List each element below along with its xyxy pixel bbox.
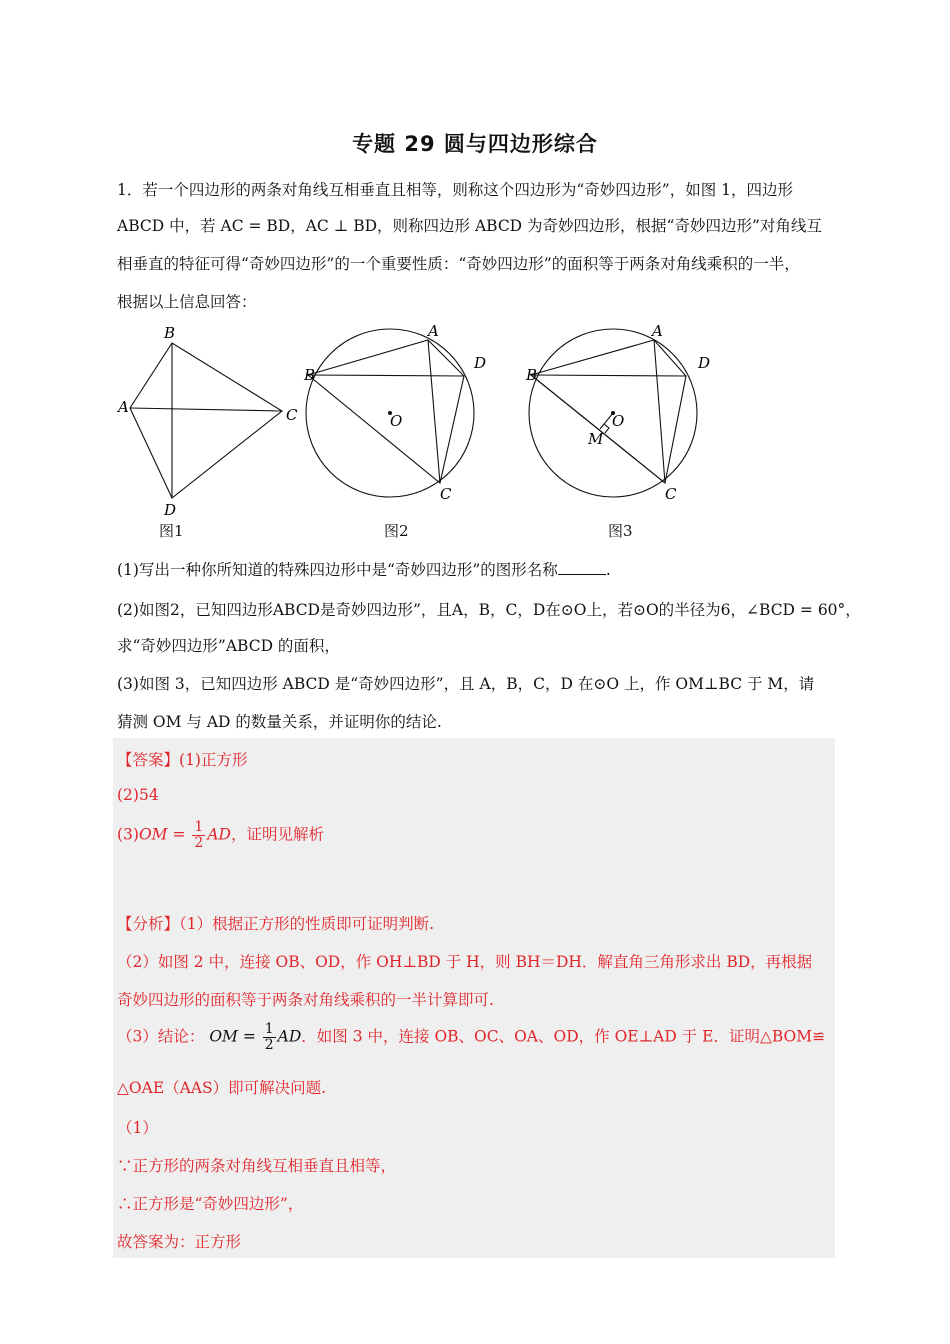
question-1 (117, 558, 611, 580)
analysis-s1: （1） (117, 1119, 158, 1137)
question-1-text: (1)写出一种你所知道的特殊四边形中是“奇妙四边形”的图形名称 (117, 561, 558, 579)
analysis-line-1 (117, 912, 434, 934)
analysis-p3-b: △OAE（AAS）即可解决问题. (117, 1079, 327, 1097)
fig3-label-b: B (526, 366, 538, 384)
answer-2: (2)54 (117, 786, 159, 804)
fig2-label-c: C (440, 485, 452, 503)
answer-tag: 【答案】 (117, 751, 180, 769)
question-3-line-a: (3)如图 3，已知四边形 ABCD 是“奇妙四边形”，且 A，B，C，D 在⊙O 上，作 OM⊥BC 于 M，请 (117, 675, 815, 693)
answer-3-suffix: ，证明见解析 (230, 825, 324, 844)
geometry-figures (110, 318, 730, 518)
problem-line-2: ABCD 中，若 AC = BD，AC ⊥ BD，则称四边形 ABCD 为奇妙四边形，根据“奇妙四边形”对角线互 (117, 217, 822, 235)
caption-fig-1: 图1 (159, 522, 184, 540)
analysis-p3-prefix: （3）结论： (117, 1027, 205, 1046)
fig1-label-a: A (118, 398, 129, 416)
fig2-label-d: D (474, 354, 487, 372)
answer-3-prefix: (3) (117, 825, 139, 844)
analysis-p1: （1）根据正方形的性质即可证明判断. (179, 915, 435, 933)
analysis-p3-suffix: ．如图 3 中，连接 OB、OC、OA、OD，作 OE⊥AD 于 E．证明△BOM≌ (301, 1027, 826, 1046)
caption-fig-3: 图3 (608, 522, 633, 540)
analysis-p3 (117, 1022, 825, 1053)
fig1-label-d: D (164, 501, 177, 519)
analysis-p3-denominator: 2 (264, 1037, 274, 1053)
answer-3-om: OM = (138, 825, 186, 844)
answer-3-denominator: 2 (194, 835, 204, 851)
answer-3-ad: AD (207, 825, 231, 844)
fig3-label-c: C (665, 485, 677, 503)
answer-3-numerator: 1 (194, 819, 204, 835)
fig3-label-m: M (588, 430, 604, 448)
fig1-label-c: C (286, 406, 298, 424)
question-3-line-b: 猜测 OM 与 AD 的数量关系，并证明你的结论. (117, 713, 442, 731)
analysis-p2-a: （2）如图 2 中，连接 OB、OD，作 OH⊥BD 于 H，则 BH＝DH．解直角三角形求出 BD，再根据 (117, 953, 813, 971)
analysis-p2-b: 奇妙四边形的面积等于两条对角线乘积的一半计算即可. (117, 991, 494, 1009)
fig2-label-b: B (304, 366, 316, 384)
analysis-p3-ad: AD (277, 1027, 302, 1046)
analysis-s2: ∵正方形的两条对角线互相垂直且相等， (117, 1157, 397, 1175)
analysis-s4: 故答案为：正方形 (117, 1233, 242, 1251)
analysis-p3-fraction (263, 1022, 276, 1053)
analysis-tag: 【分析】 (117, 915, 180, 933)
question-1-end: . (605, 561, 611, 579)
figure-1 (130, 343, 282, 498)
analysis-p3-numerator: 1 (264, 1021, 274, 1037)
problem-line-4: 根据以上信息回答： (117, 293, 257, 311)
fig3-label-d: D (698, 354, 711, 372)
analysis-p3-om: OM = (209, 1027, 256, 1046)
answer-line-1 (117, 748, 247, 770)
answer-blank (558, 560, 606, 575)
question-2-line-b: 求“奇妙四边形”ABCD 的面积， (117, 637, 340, 655)
analysis-s3: ∴正方形是“奇妙四边形”， (117, 1195, 304, 1213)
fig2-label-a: A (428, 322, 439, 340)
fig3-label-a: A (652, 322, 663, 340)
answer-3-fraction (192, 820, 205, 851)
caption-fig-2: 图2 (384, 522, 409, 540)
question-2-line-a: (2)如图2，已知四边形ABCD是奇妙四边形”，且A，B，C，D在⊙O上，若⊙O的半径为6，∠BCD = 60°， (117, 601, 861, 619)
problem-line-3: 相垂直的特征可得“奇妙四边形”的一个重要性质：“奇妙四边形”的面积等于两条对角线乘积的一半， (117, 255, 800, 273)
answer-3 (117, 820, 324, 851)
page-title: 专题 29 圆与四边形综合 (352, 132, 598, 156)
fig3-label-o: O (612, 412, 625, 430)
fig2-label-o: O (390, 412, 403, 430)
fig1-label-b: B (164, 324, 176, 342)
answer-1: (1)正方形 (179, 751, 248, 769)
problem-line-1: 1．若一个四边形的两条对角线互相垂直且相等，则称这个四边形为“奇妙四边形”，如图 1，四边形 (117, 181, 794, 199)
